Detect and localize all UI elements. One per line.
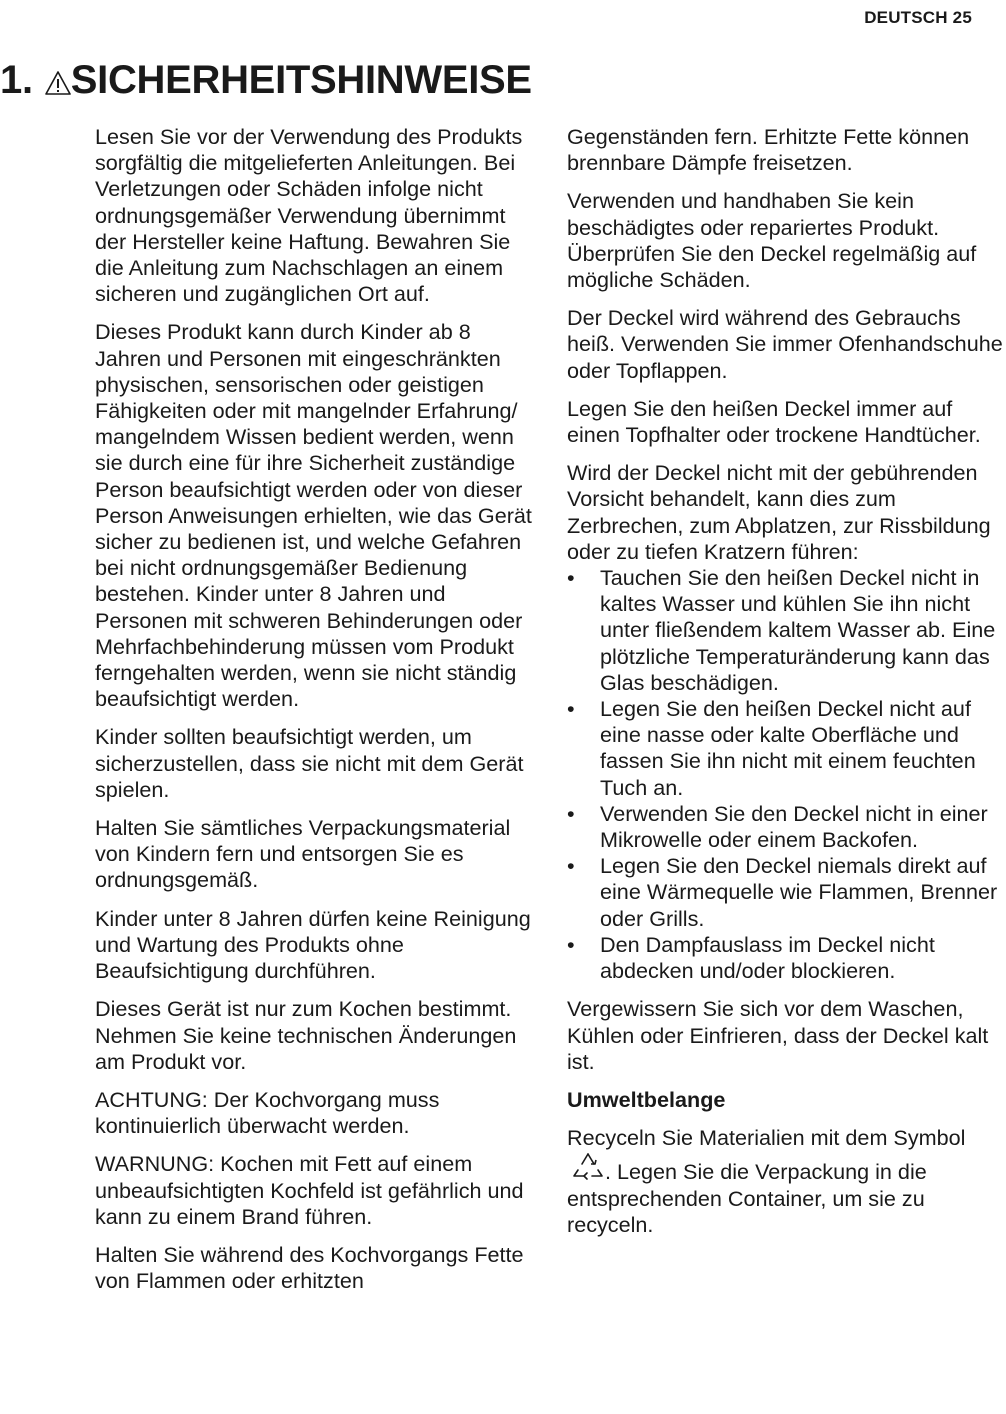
recycle-text-after: . Legen Sie die Verpackung in die entsprechenden Container, um sie zu recyceln.	[567, 1159, 927, 1237]
paragraph-cold-lid: Vergewissern Sie sich vor dem Waschen, Kühlen oder Einfrieren, dass der Deckel kalt ist.	[567, 996, 989, 1074]
section-number: 1.	[0, 58, 33, 102]
page-header: DEUTSCH 25	[864, 8, 972, 27]
paragraph-keep-fats-away: Halten Sie während des Kochvorgangs Fette von Flammen oder erhitzten	[95, 1241, 524, 1294]
paragraph-warning: WARNUNG: Kochen mit Fett auf einem unbeaufsichtigten Kochfeld ist gefährlich und kann zu einem Brand führen.	[95, 1151, 524, 1229]
left-column	[95, 124, 535, 1294]
paragraph-lid-placement: Legen Sie den heißen Deckel immer auf einen Topfhalter oder trockene Handtücher.	[567, 395, 981, 448]
paragraph-caution: ACHTUNG: Der Kochvorgang muss kontinuierlich überwacht werden.	[95, 1086, 440, 1139]
section-title-text: SICHERHEITSHINWEISE	[70, 58, 532, 102]
list-item: • Legen Sie den heißen Deckel nicht auf eine nasse oder kalte Oberfläche und fassen Sie ihn nicht mit einem feuchten Tuch an.	[567, 696, 1003, 801]
paragraph-fats-continued: Gegenständen fern. Erhitzte Fette können brennbare Dämpfe freisetzen.	[567, 124, 970, 176]
environment-heading: Umweltbelange	[567, 1086, 726, 1112]
lid-care-list	[567, 565, 1003, 984]
paragraph-read-instructions: Lesen Sie vor der Verwendung des Produkts sorgfältig die mitgelieferten Anleitungen. Bei Verletzungen oder Schäden infolge nicht ordnungsgemäßer Verwendung übernimmt der Hersteller keine Haftung. Bewahren Sie die Anleitung zum Nachschlagen an einem sicheren und zugänglichen Ort auf.	[95, 124, 523, 307]
page-title	[0, 58, 532, 103]
paragraph-packaging: Halten Sie sämtliches Verpackungsmaterial von Kindern fern und entsorgen Sie es ordnungsgemäß.	[95, 815, 511, 893]
paragraph-damaged-product: Verwenden und handhaben Sie kein beschädigtes oder repariertes Produkt. Überprüfen Sie den Deckel regelmäßig auf mögliche Schäden.	[567, 188, 977, 293]
paragraph-lid-care: Wird der Deckel nicht mit der gebührenden Vorsicht behandelt, kann dies zum Zerbrechen, zum Abplatzen, zur Rissbildung oder zu tiefen Kratzern führen:	[567, 460, 991, 564]
paragraph-children-persons: Dieses Produkt kann durch Kinder ab 8 Jahren und Personen mit eingeschränkten physischen, sensorischen oder geistigen Fähigkeiten oder mit mangelnder Erfahrung/ mangelndem Wissen bedient werden, wenn sie durch eine für ihre Sicherheit zuständige Person beaufsichtigt werden oder von dieser Person Anweisungen erhielten, wie das Gerät sicher zu bedienen ist, und welche Gefahren bei nicht ordnungsgemäßer Bedienung bestehen. Kinder unter 8 Jahren und Personen mit schweren Behinderungen oder Mehrfachbehinderung müssen vom Produkt ferngehalten werden, wenn sie nicht ständig beaufsichtigt werden.	[95, 319, 532, 712]
paragraph-cleaning: Kinder unter 8 Jahren dürfen keine Reinigung und Wartung des Produkts ohne Beaufsichtigung durchführen.	[95, 905, 531, 984]
paragraph-children-supervised: Kinder sollten beaufsichtigt werden, um sicherzustellen, dass sie nicht mit dem Gerät spielen.	[95, 724, 524, 802]
list-item: • Tauchen Sie den heißen Deckel nicht in kaltes Wasser und kühlen Sie ihn nicht unter fließendem kaltem Wasser ab. Eine plötzliche Temperaturänderung kann das Glas beschädigen.	[567, 565, 1003, 696]
recycle-text-before: Recyceln Sie Materialien mit dem Symbol	[567, 1125, 966, 1151]
recycle-icon	[571, 1151, 605, 1181]
warning-triangle-icon	[45, 71, 71, 95]
right-column	[567, 124, 1003, 1250]
list-item: • Verwenden Sie den Deckel nicht in einer Mikrowelle oder einem Backofen.	[567, 801, 1003, 853]
paragraph-lid-hot: Der Deckel wird während des Gebrauchs heiß. Verwenden Sie immer Ofenhandschuhe oder Topflappen.	[567, 305, 1003, 383]
list-item: • Den Dampfauslass im Deckel nicht abdecken und/oder blockieren.	[567, 932, 1003, 984]
paragraph-recycling	[567, 1125, 1003, 1238]
paragraph-cooking-only: Dieses Gerät ist nur zum Kochen bestimmt. Nehmen Sie keine technischen Änderungen am Produkt vor.	[95, 996, 517, 1074]
list-item: • Legen Sie den Deckel niemals direkt auf eine Wärmequelle wie Flammen, Brenner oder Grills.	[567, 853, 1003, 932]
